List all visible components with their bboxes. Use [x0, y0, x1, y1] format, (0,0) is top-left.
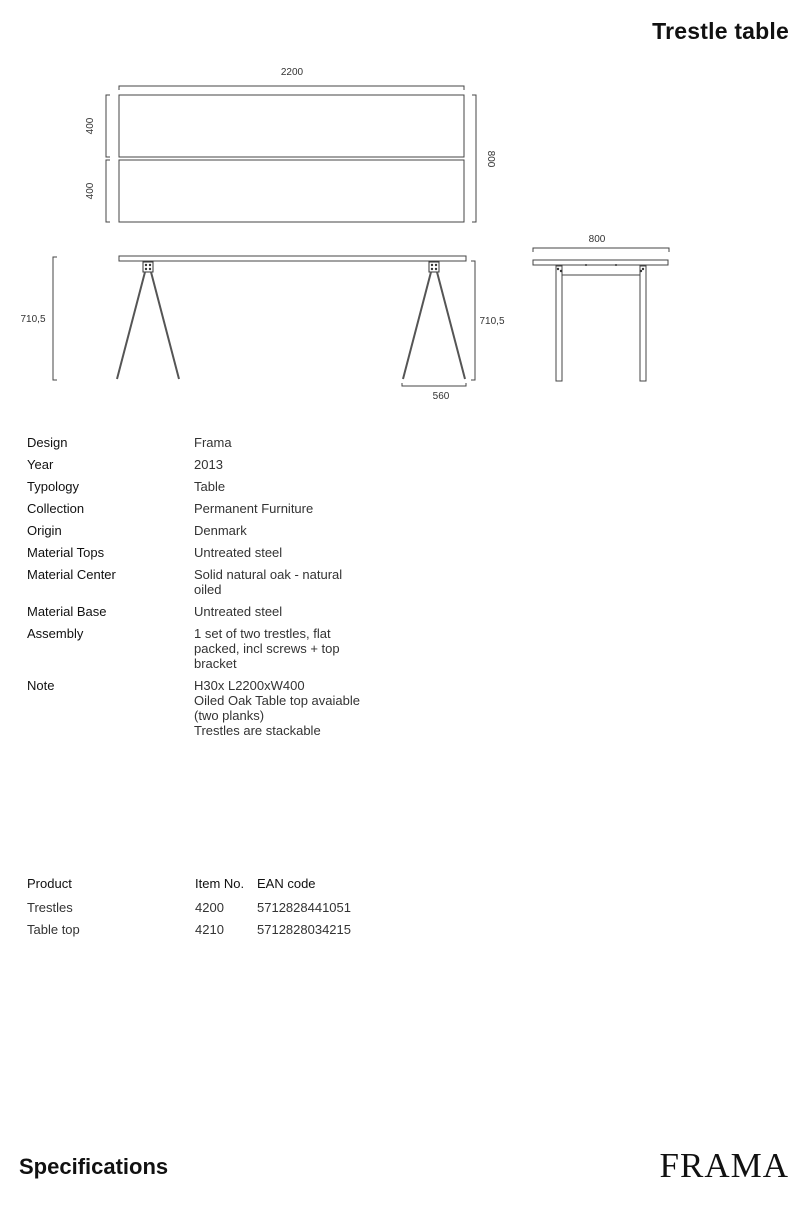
plank-top-view-1 — [119, 95, 464, 157]
spec-label: Origin — [27, 523, 62, 538]
page-title: Trestle table — [652, 18, 789, 44]
dim-line-height-left — [53, 257, 57, 380]
spec-label: Collection — [27, 501, 85, 516]
trestle-leg-right-a — [403, 272, 431, 379]
table-row — [27, 900, 427, 915]
dim-label-trestle-base: 560 — [432, 391, 450, 402]
spec-value-line: Solid natural oak - natural oiled — [194, 567, 343, 597]
product-ean: 5712828034215 — [257, 922, 351, 937]
spec-row — [27, 604, 387, 619]
spec-row — [27, 545, 387, 560]
dim-line-height-right — [471, 261, 475, 380]
spec-value — [194, 457, 364, 472]
header-product: Product — [27, 876, 72, 891]
header-item-no: Item No. — [195, 876, 245, 891]
spec-label: Assembly — [27, 626, 84, 641]
spec-label: Design — [27, 435, 68, 450]
dim-label-length: 2200 — [280, 67, 304, 78]
spec-label: Material Base — [27, 604, 107, 619]
spec-value-line: 1 set of two trestles, flat packed, incl screws + top bracket — [194, 626, 340, 671]
trestle-end-leg-right — [640, 266, 646, 381]
trestle-bracket-left — [143, 262, 153, 272]
spec-row — [27, 626, 387, 671]
dim-label-height-right: 710,5 — [479, 316, 505, 327]
spec-label: Typology — [27, 479, 80, 494]
trestle-leg-right-b — [437, 272, 465, 379]
spec-value — [194, 479, 364, 494]
plank-top-view-2 — [119, 160, 464, 222]
dim-line-plank-1 — [106, 95, 110, 157]
spec-value-line: Untreated steel — [194, 545, 283, 560]
spec-label: Material Center — [27, 567, 116, 582]
spec-value-line: Frama — [194, 435, 232, 450]
table-row — [27, 922, 427, 937]
spec-value — [194, 604, 364, 619]
product-table-header — [27, 876, 427, 891]
dim-line-plank-2 — [106, 160, 110, 222]
dim-line-trestle-base — [402, 383, 466, 386]
dim-line-side-width — [533, 248, 669, 252]
spec-value-line: Denmark — [194, 523, 247, 538]
spec-value-line: 2013 — [194, 457, 223, 472]
product-item-no: 4210 — [195, 922, 224, 937]
trestle-leg-left-a — [117, 272, 145, 379]
spec-label: Note — [27, 678, 55, 693]
dim-label-height-left: 710,5 — [20, 314, 46, 325]
dim-line-length — [119, 86, 464, 90]
dim-label-plank-2: 400 — [85, 182, 96, 200]
dim-label-total-width: 800 — [485, 150, 496, 168]
spec-value-line: Oiled Oak Table top avaiable (two planks) — [194, 693, 360, 723]
spec-value-line: Trestles are stackable — [194, 723, 321, 738]
dim-label-plank-1: 400 — [85, 117, 96, 135]
spec-row — [27, 567, 387, 597]
trestle-leg-left-b — [151, 272, 179, 379]
product-name: Table top — [27, 922, 80, 937]
table-top-side — [119, 256, 466, 261]
product-ean: 5712828441051 — [257, 900, 351, 915]
spec-label: Material Tops — [27, 545, 105, 560]
header-ean: EAN code — [257, 876, 316, 891]
dim-label-side-width: 800 — [588, 234, 606, 245]
spec-value — [194, 501, 364, 516]
spec-row — [27, 678, 387, 738]
spec-value — [194, 678, 364, 738]
product-table — [27, 876, 427, 944]
technical-drawing — [0, 0, 808, 420]
spec-value-line: H30x L2200xW400 — [194, 678, 305, 693]
spec-row — [27, 523, 387, 538]
brand-logo: FRAMA — [659, 1146, 789, 1185]
spec-row — [27, 457, 387, 472]
dim-line-total-width — [472, 95, 476, 222]
product-name: Trestles — [27, 900, 73, 915]
spec-value — [194, 523, 364, 538]
spec-value — [194, 435, 364, 450]
spec-row — [27, 435, 387, 450]
table-top-end — [533, 260, 668, 265]
trestle-bracket-right — [429, 262, 439, 272]
spec-row — [27, 501, 387, 516]
spec-value-line: Untreated steel — [194, 604, 283, 619]
spec-value — [194, 567, 364, 597]
section-title: Specifications — [19, 1154, 169, 1179]
specifications-list — [27, 435, 387, 745]
spec-value-line: Permanent Furniture — [194, 501, 314, 516]
spec-label: Year — [27, 457, 54, 472]
spec-value-line: Table — [194, 479, 226, 494]
trestle-end-leg-left — [556, 266, 562, 381]
product-item-no: 4200 — [195, 900, 224, 915]
spec-value — [194, 626, 364, 671]
spec-row — [27, 479, 387, 494]
spec-value — [194, 545, 364, 560]
